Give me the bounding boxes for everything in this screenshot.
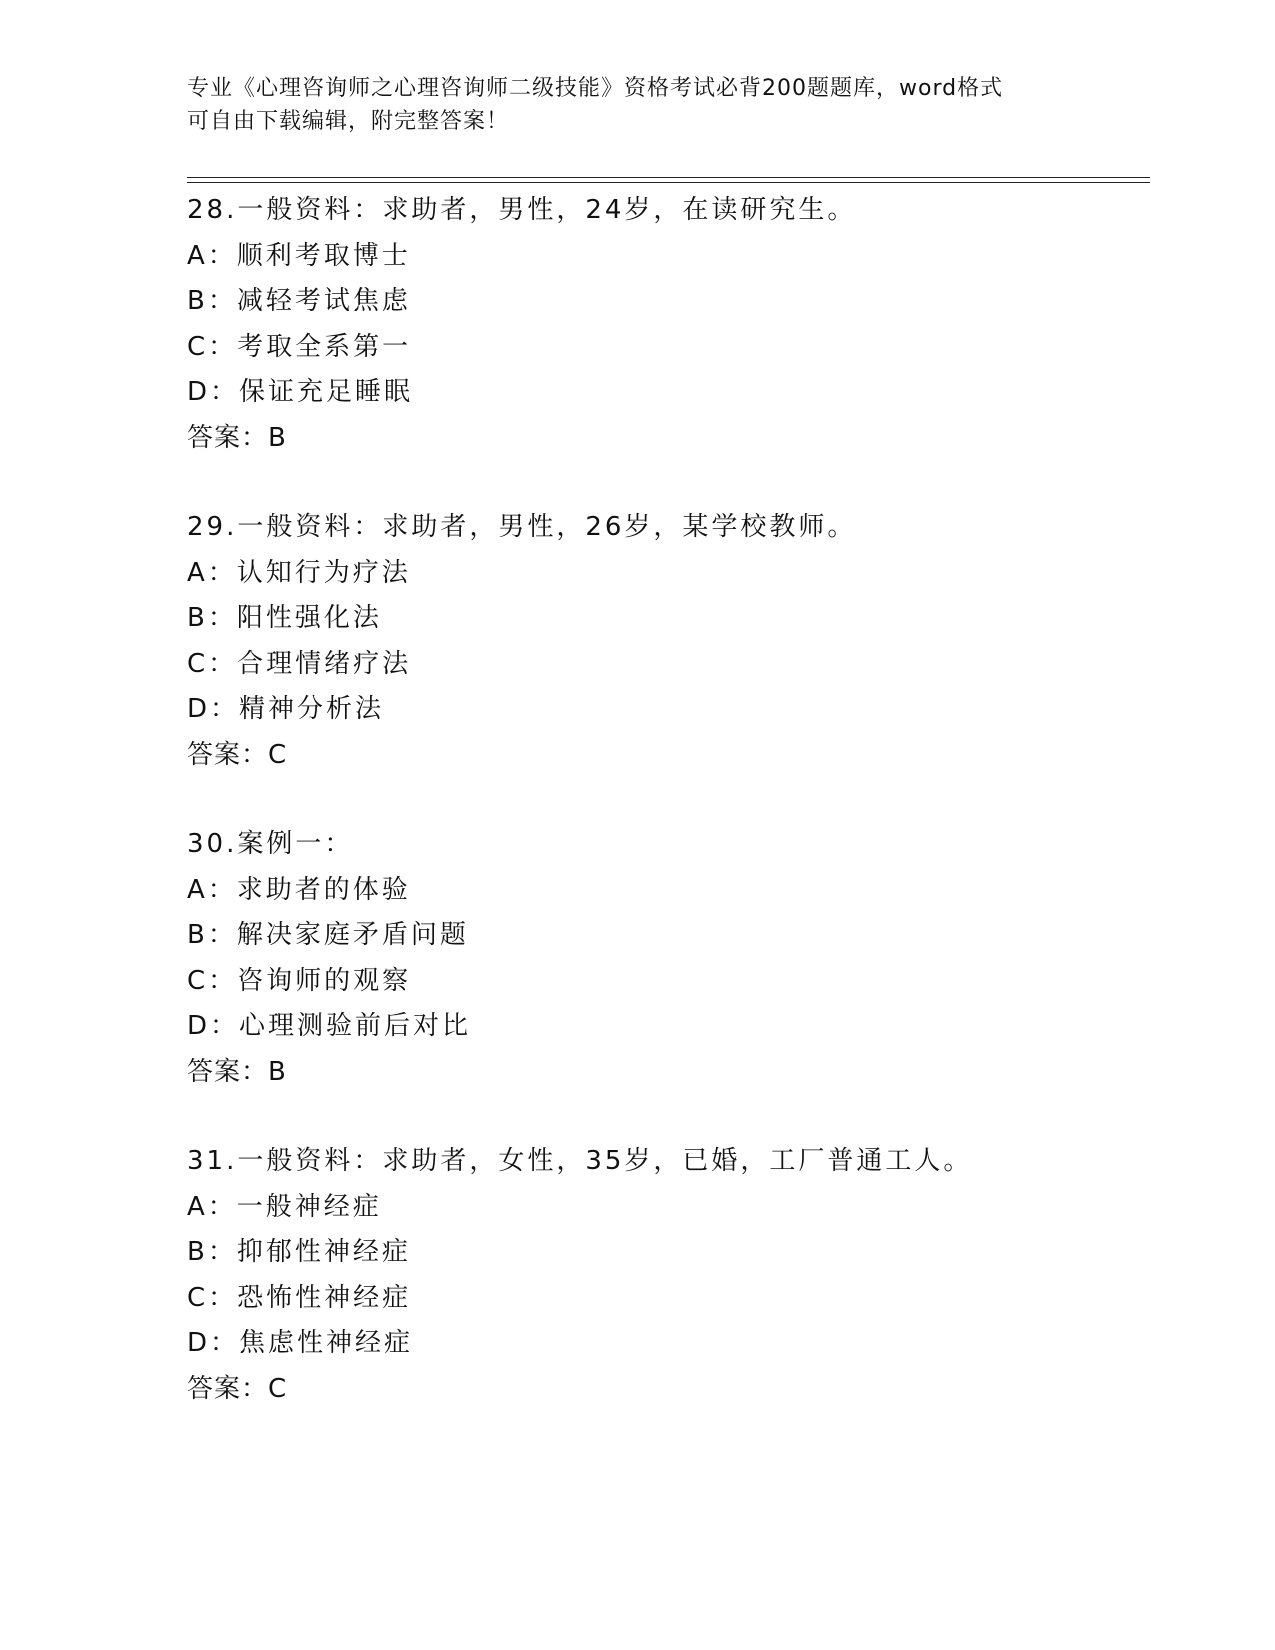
question-stem: 30.案例一： [187, 829, 354, 859]
option-d: D：焦虑性神经症 [187, 1328, 414, 1358]
option-b: B：减轻考试焦虑 [187, 286, 411, 316]
option-b: B：抑郁性神经症 [187, 1237, 411, 1267]
answer-line: 答案：B [187, 422, 287, 453]
option-a: A：认知行为疗法 [187, 557, 411, 588]
option-c: C：咨询师的观察 [187, 965, 412, 996]
option-d: D：心理测验前后对比 [187, 1011, 472, 1041]
option-c: C：考取全系第一 [187, 331, 412, 362]
option-d: D：精神分析法 [187, 694, 385, 724]
header-divider-top [187, 177, 1150, 178]
document-header [187, 72, 1067, 138]
question-item [187, 188, 1150, 461]
option-d: D：保证充足睡眠 [187, 377, 414, 407]
option-a: A：一般神经症 [187, 1191, 382, 1222]
answer-line: 答案：C [187, 739, 288, 770]
question-stem: 28.一般资料：求助者，男性，24岁，在读研究生。 [187, 195, 857, 225]
question-stem: 29.一般资料：求助者，男性，26岁，某学校教师。 [187, 512, 857, 542]
question-item [187, 1139, 1150, 1412]
option-c: C：恐怖性神经症 [187, 1282, 412, 1313]
option-b: B：解决家庭矛盾问题 [187, 920, 469, 950]
header-line-2: 可自由下载编辑，附完整答案！ [187, 109, 510, 134]
option-c: C：合理情绪疗法 [187, 648, 412, 679]
answer-line: 答案：C [187, 1373, 288, 1404]
option-a: A：顺利考取博士 [187, 240, 411, 271]
header-divider-bottom [187, 182, 1150, 183]
answer-line: 答案：B [187, 1056, 287, 1087]
header-line-1: 专业《心理咨询师之心理咨询师二级技能》资格考试必背200题题库，word格式 [187, 76, 1004, 101]
question-list [187, 188, 1150, 1456]
question-item [187, 822, 1150, 1095]
question-stem: 31.一般资料：求助者，女性，35岁，已婚，工厂普通工人。 [187, 1146, 973, 1176]
question-item [187, 505, 1150, 778]
option-a: A：求助者的体验 [187, 874, 411, 905]
option-b: B：阳性强化法 [187, 603, 382, 633]
